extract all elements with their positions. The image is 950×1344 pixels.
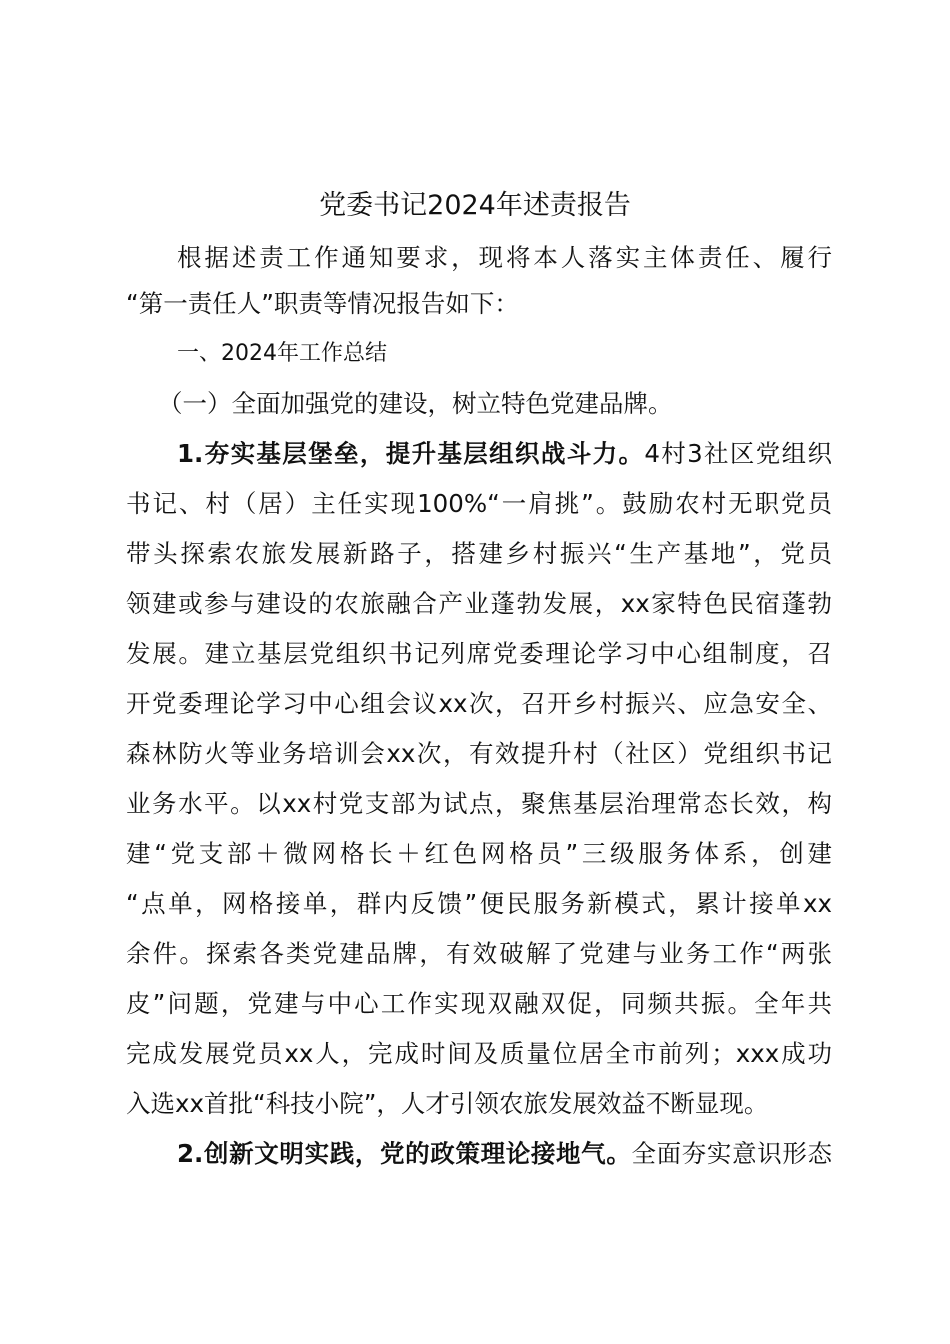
- document-title: 党委书记2024年述责报告: [319, 190, 631, 221]
- item2-first-line: [177, 1134, 832, 1174]
- section-heading: 一、2024年工作总结: [177, 341, 387, 366]
- item1-first-line: [177, 434, 832, 474]
- paragraph-line: 完成发展党员xx人，完成时间及质量位居全市前列；xxx成功: [126, 1039, 832, 1068]
- item2-bold-lead: 2.创新文明实践，党的政策理论接地气。: [177, 1139, 632, 1168]
- paragraph-line: 业务水平。以xx村党支部为试点，聚焦基层治理常态长效，构: [126, 789, 832, 818]
- intro-line: “第一责任人”职责等情况报告如下：: [126, 289, 519, 318]
- paragraph-line: 书记、村（居）主任实现100%“一肩挑”。鼓励农村无职党员: [126, 489, 832, 518]
- intro-line: 根据述责工作通知要求，现将本人落实主体责任、履行: [177, 243, 832, 272]
- subsection-heading: （一）全面加强党的建设，树立特色党建品牌。: [158, 389, 673, 418]
- paragraph-line: 森林防火等业务培训会xx次，有效提升村（社区）党组织书记: [126, 739, 832, 768]
- item1-first-line-rest: 4村3社区党组织: [644, 439, 832, 468]
- paragraph-line: 领建或参与建设的农旅融合产业蓬勃发展，xx家特色民宿蓬勃: [126, 589, 832, 618]
- paragraph-line: 余件。探索各类党建品牌，有效破解了党建与业务工作“两张: [126, 939, 832, 968]
- paragraph-line: 开党委理论学习中心组会议xx次，召开乡村振兴、应急安全、: [126, 689, 832, 718]
- paragraph-line: 带头探索农旅发展新路子，搭建乡村振兴“生产基地”，党员: [126, 539, 832, 568]
- paragraph-line: 建“党支部＋微网格长＋红色网格员”三级服务体系，创建: [126, 839, 832, 868]
- item2-first-line-rest: 全面夯实意识形态: [631, 1139, 833, 1168]
- item1-bold-lead: 1.夯实基层堡垒，提升基层组织战斗力。: [177, 439, 645, 468]
- paragraph-line: “点单，网格接单，群内反馈”便民服务新模式，累计接单xx: [126, 889, 832, 918]
- paragraph-line: 入选xx首批“科技小院”，人才引领农旅发展效益不断显现。: [126, 1089, 769, 1118]
- paragraph-line: 皮”问题，党建与中心工作实现双融双促，同频共振。全年共: [126, 989, 832, 1018]
- paragraph-line: 发展。建立基层党组织书记列席党委理论学习中心组制度，召: [126, 639, 832, 668]
